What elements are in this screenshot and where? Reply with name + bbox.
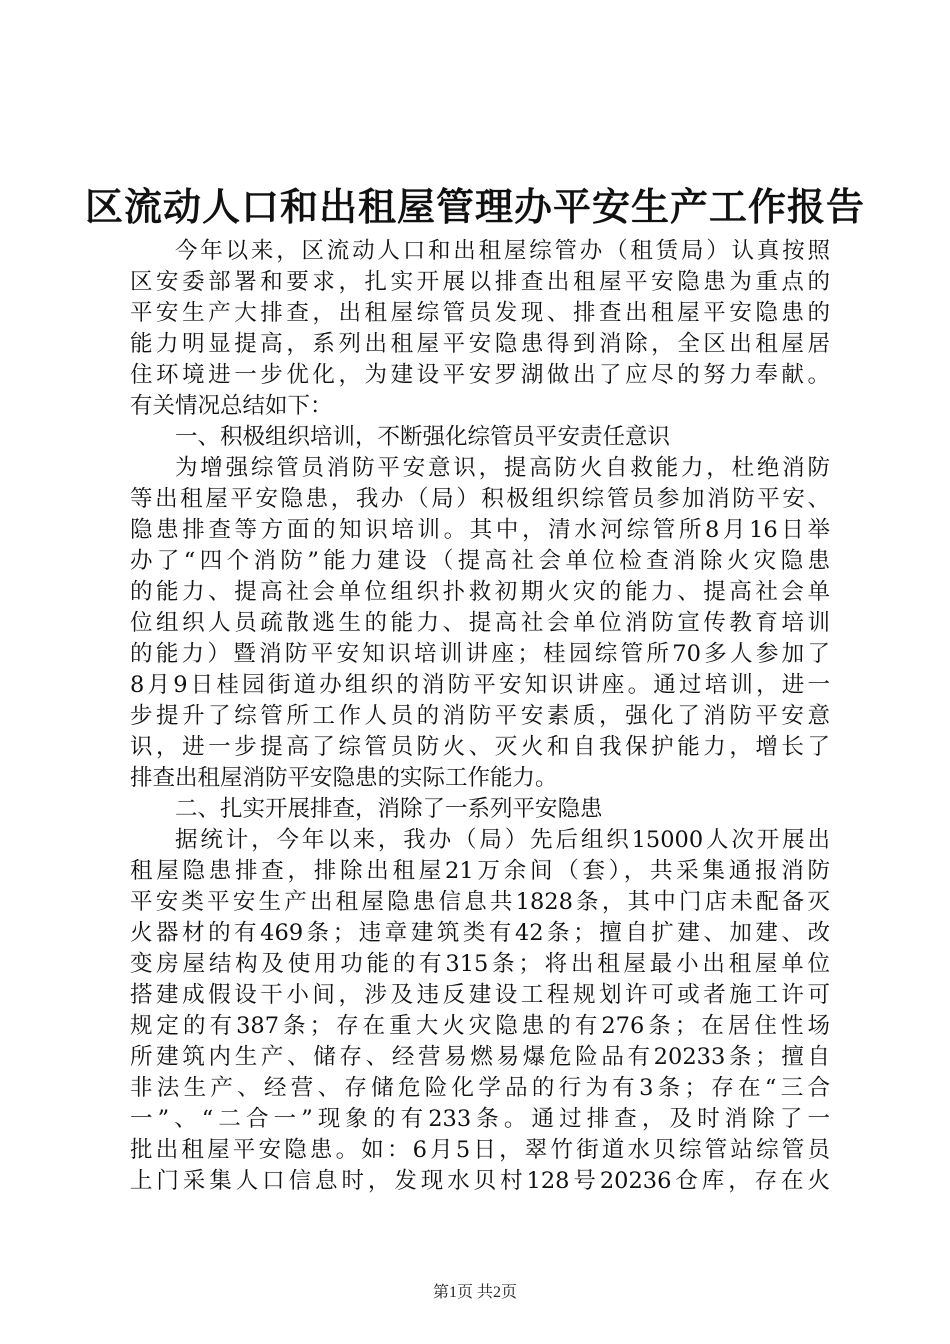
document-title: 区流动人口和出租屋管理办平安生产工作报告: [84, 184, 865, 229]
paragraph-line: 规定的有387条；存在重大火灾隐患的有276条；在居住性场: [130, 1013, 830, 1039]
paragraph-line: 今年以来，区流动人口和出租屋综管办（租赁局）认真按照: [175, 238, 830, 264]
paragraph-line: 上门采集人口信息时，发现水贝村128号20236仓库，存在火: [130, 1168, 830, 1194]
document-body: [130, 236, 830, 1197]
paragraph-line: 火器材的有469条；违章建筑类有42条；擅自扩建、加建、改: [130, 920, 830, 946]
paragraph-line: 等出租屋平安隐患，我办（局）积极组织综管员参加消防平安、: [130, 486, 830, 512]
section-heading: 一、积极组织培训，不断强化综管员平安责任意识: [175, 424, 671, 450]
paragraph-line: 有关情况总结如下：: [130, 393, 333, 419]
paragraph-line: 识，进一步提高了综管员防火、灭火和自我保护能力，增长了: [130, 734, 830, 760]
paragraph-line: 一”、“二合一”现象的有233条。通过排查，及时消除了一: [130, 1106, 830, 1132]
page-footer: 第1页 共2页: [432, 1284, 517, 1301]
paragraph-line: 批出租屋平安隐患。如：6月5日，翠竹街道水贝综管站综管员: [130, 1137, 830, 1163]
paragraph-line: 位组织人员疏散逃生的能力、提高社会单位消防宣传教育培训: [130, 610, 830, 636]
paragraph-line: 办了“四个消防”能力建设（提高社会单位检查消除火灾隐患: [130, 548, 830, 574]
paragraph-line: 能力明显提高，系列出租屋平安隐患得到消除，全区出租屋居: [130, 331, 830, 357]
paragraph-line: 住环境进一步优化，为建设平安罗湖做出了应尽的努力奉献。: [130, 362, 830, 388]
paragraph-line: 8月9日桂园街道办组织的消防平安知识讲座。通过培训，进一: [130, 672, 830, 698]
paragraph-line: 为增强综管员消防平安意识，提高防火自救能力，杜绝消防: [175, 455, 830, 481]
paragraph-line: 据统计，今年以来，我办（局）先后组织15000人次开展出: [175, 827, 830, 853]
paragraph-line: 变房屋结构及使用功能的有315条；将出租屋最小出租屋单位: [130, 951, 830, 977]
paragraph-line: 排查出租屋消防平安隐患的实际工作能力。: [130, 765, 558, 791]
paragraph-line: 平安生产大排查，出租屋综管员发现、排查出租屋平安隐患的: [130, 300, 830, 326]
paragraph-line: 所建筑内生产、储存、经营易燃易爆危险品有20233条；擅自: [130, 1044, 830, 1070]
paragraph-line: 区安委部署和要求，扎实开展以排查出租屋平安隐患为重点的: [130, 269, 830, 295]
paragraph-line: 平安类平安生产出租屋隐患信息共1828条，其中门店未配备灭: [130, 889, 830, 915]
paragraph-line: 步提升了综管所工作人员的消防平安素质，强化了消防平安意: [130, 703, 830, 729]
paragraph-line: 租屋隐患排查，排除出租屋21万余间（套），共采集通报消防: [130, 858, 830, 884]
paragraph-line: 的能力）暨消防平安知识培训讲座；桂园综管所70多人参加了: [130, 641, 830, 667]
paragraph-line: 搭建成假设干小间，涉及违反建设工程规划许可或者施工许可: [130, 982, 830, 1008]
section-heading: 二、扎实开展排查，消除了一系列平安隐患: [175, 796, 603, 822]
paragraph-line: 隐患排查等方面的知识培训。其中，清水河综管所8月16日举: [130, 517, 830, 543]
paragraph-line: 非法生产、经营、存储危险化学品的行为有3条；存在“三合: [130, 1075, 830, 1101]
paragraph-line: 的能力、提高社会单位组织扑救初期火灾的能力、提高社会单: [130, 579, 830, 605]
